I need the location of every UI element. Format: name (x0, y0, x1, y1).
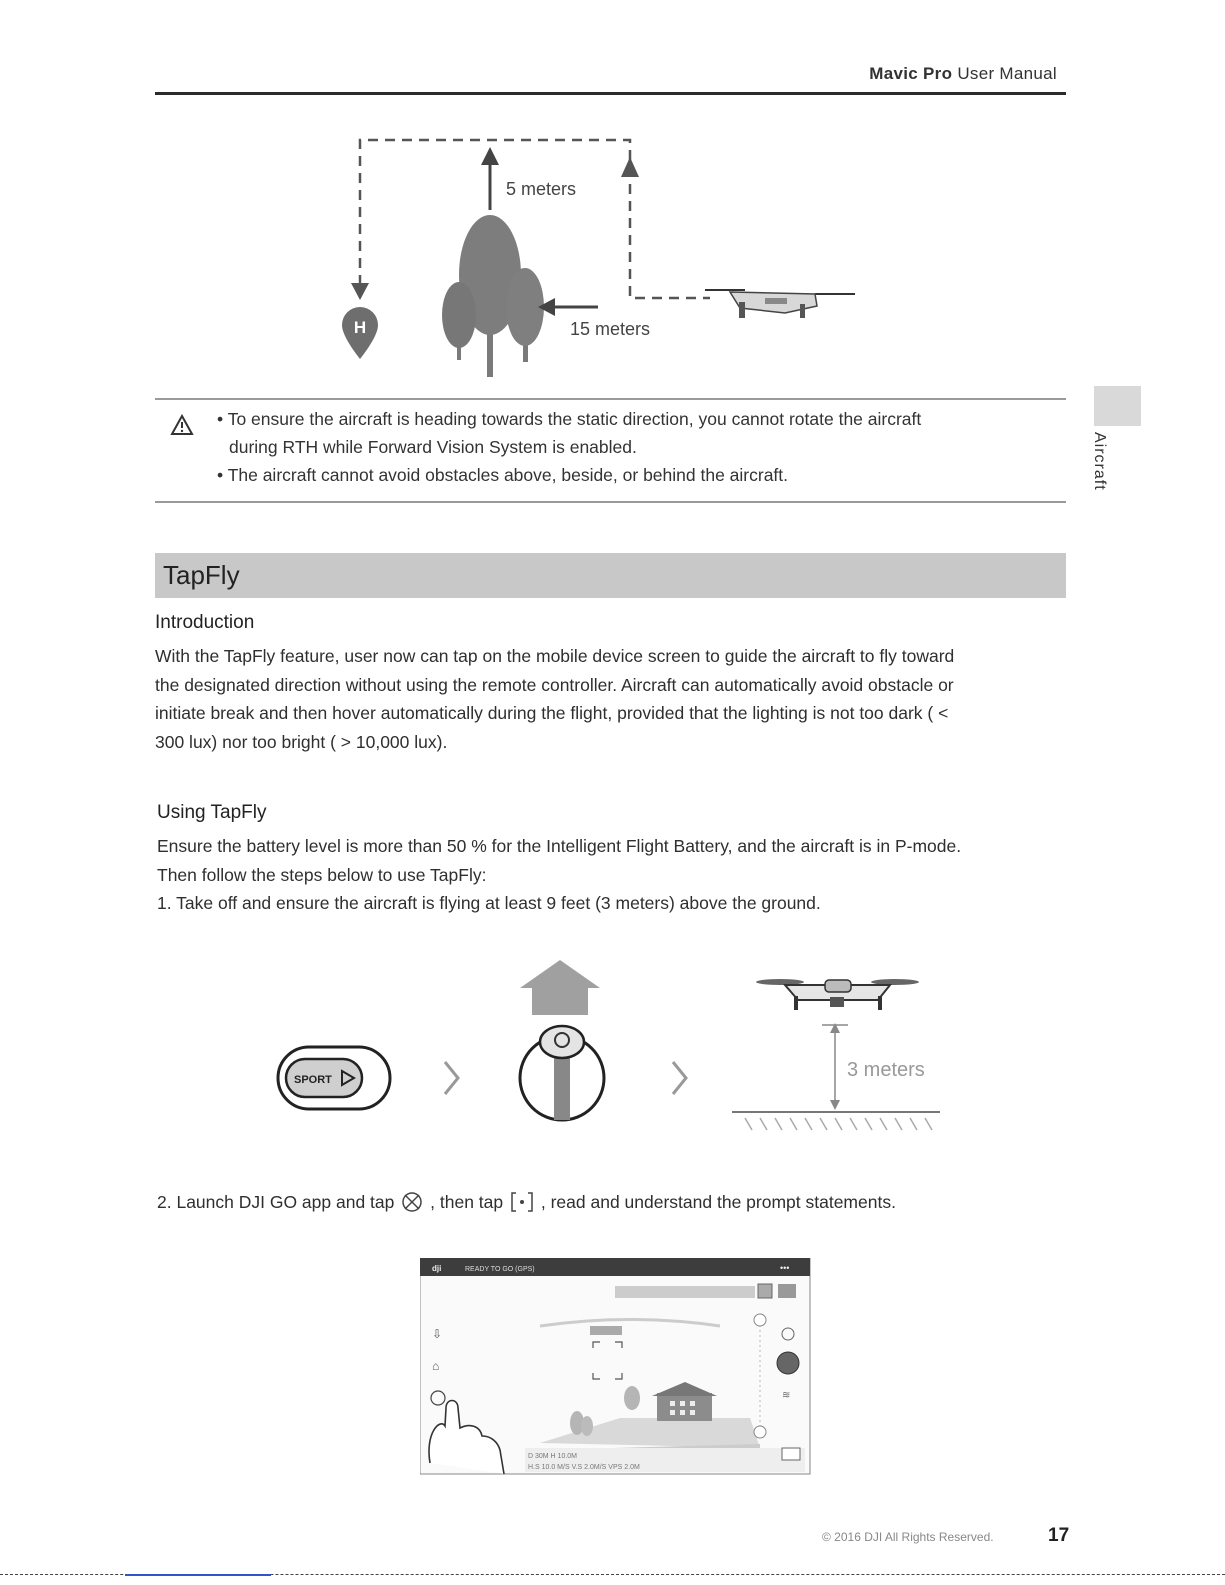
takeoff-icon: ⇩ (432, 1327, 443, 1341)
label-15-meters: 15 meters (570, 319, 651, 339)
takeoff-steps-diagram (270, 960, 960, 1140)
using-heading: Using TapFly (157, 802, 267, 823)
warning-item-1-cont: during RTH while Forward Vision System is enabled. (229, 437, 637, 457)
step-2-part1: 2. Launch DJI GO app and tap (157, 1192, 395, 1212)
step-2-text (157, 1190, 896, 1214)
telemetry-row2: H.S 10.0 M/S V.S 2.0M/S VPS 2.0M (528, 1464, 640, 1471)
warning-item-1: • To ensure the aircraft is heading towards the static direction, you cannot rotate the aircraft (217, 409, 922, 429)
shutter-button (777, 1352, 799, 1374)
step-2-part2: , then tap (430, 1192, 504, 1212)
using-paragraph (157, 832, 961, 918)
five-meter-arrowhead (481, 147, 499, 165)
side-tab-label: Aircraft (1091, 432, 1108, 491)
page-bottom-blue-mark (125, 1574, 271, 1576)
drone-icon (705, 290, 855, 318)
down-arrowhead (351, 283, 369, 300)
intro-line: the designated direction without using the remote controller. Aircraft can automatically avoid obstacle or (155, 674, 954, 695)
header-rule (155, 92, 1066, 95)
section-title: TapFly (163, 560, 240, 590)
dji-logo-icon: dji (432, 1264, 442, 1273)
dji-go-app-screenshot (420, 1258, 812, 1478)
house-icon (657, 1393, 712, 1421)
drone-hover-icon (756, 979, 919, 1010)
intelligent-flight-icon (399, 1191, 425, 1213)
sport-label: SPORT (294, 1074, 332, 1086)
step-2-part3: , read and understand the prompt statements. (540, 1192, 896, 1212)
ground-hatching (745, 1118, 932, 1130)
playback-icon (782, 1448, 800, 1460)
up-arrowhead (621, 157, 639, 177)
header-brand: Mavic Pro (869, 64, 953, 83)
manual-header-title (869, 64, 1057, 84)
tree-left (442, 282, 476, 348)
telemetry-row1: D 30M H 10.0M (528, 1453, 578, 1460)
intro-line: initiate break and then hover automatically during the flight, provided that the lighting is not too dark ( < (155, 703, 949, 723)
step-chevron-icon (445, 1062, 458, 1094)
label-3-meters: 3 meters (847, 1059, 925, 1081)
home-pin-label: H (353, 318, 367, 337)
side-tab-marker (1094, 386, 1141, 426)
intro-paragraph (155, 642, 954, 756)
app-status-text: READY TO GO (GPS) (465, 1266, 535, 1273)
intro-line: 300 lux) nor too bright ( > 10,000 lux). (155, 731, 448, 752)
settings-icon: ≋ (782, 1390, 791, 1401)
copyright-text: © 2016 DJI All Rights Reserved. (822, 1530, 994, 1544)
step-chevron-icon (673, 1062, 686, 1094)
using-line: Then follow the steps below to use TapFly: (157, 864, 487, 885)
tapfly-mode-icon (508, 1190, 536, 1214)
intro-line: With the TapFly feature, user now can tap on the mobile device screen to guide the aircraft to fly toward (155, 646, 955, 666)
joystick-up-icon (520, 960, 604, 1120)
sport-switch-icon (278, 1047, 390, 1109)
using-line: 1. Take off and ensure the aircraft is flying at least 9 feet (3 meters) above the ground. (157, 893, 821, 913)
header-suffix: User Manual (957, 64, 1057, 83)
intro-heading: Introduction (155, 612, 255, 633)
more-menu-icon: ••• (780, 1263, 790, 1273)
label-5-meters: 5 meters (506, 179, 577, 199)
warning-triangle-icon (170, 414, 194, 436)
page-number: 17 (1048, 1525, 1070, 1546)
warning-item-2: • The aircraft cannot avoid obstacles above, beside, or behind the aircraft. (217, 465, 789, 485)
section-bar (155, 553, 1066, 598)
rth-obstacle-diagram (330, 135, 870, 380)
rth-icon: ⌂ (432, 1359, 440, 1373)
using-line: Ensure the battery level is more than 50 % for the Intelligent Flight Battery, and the aircraft is in P-mode. (157, 836, 962, 856)
